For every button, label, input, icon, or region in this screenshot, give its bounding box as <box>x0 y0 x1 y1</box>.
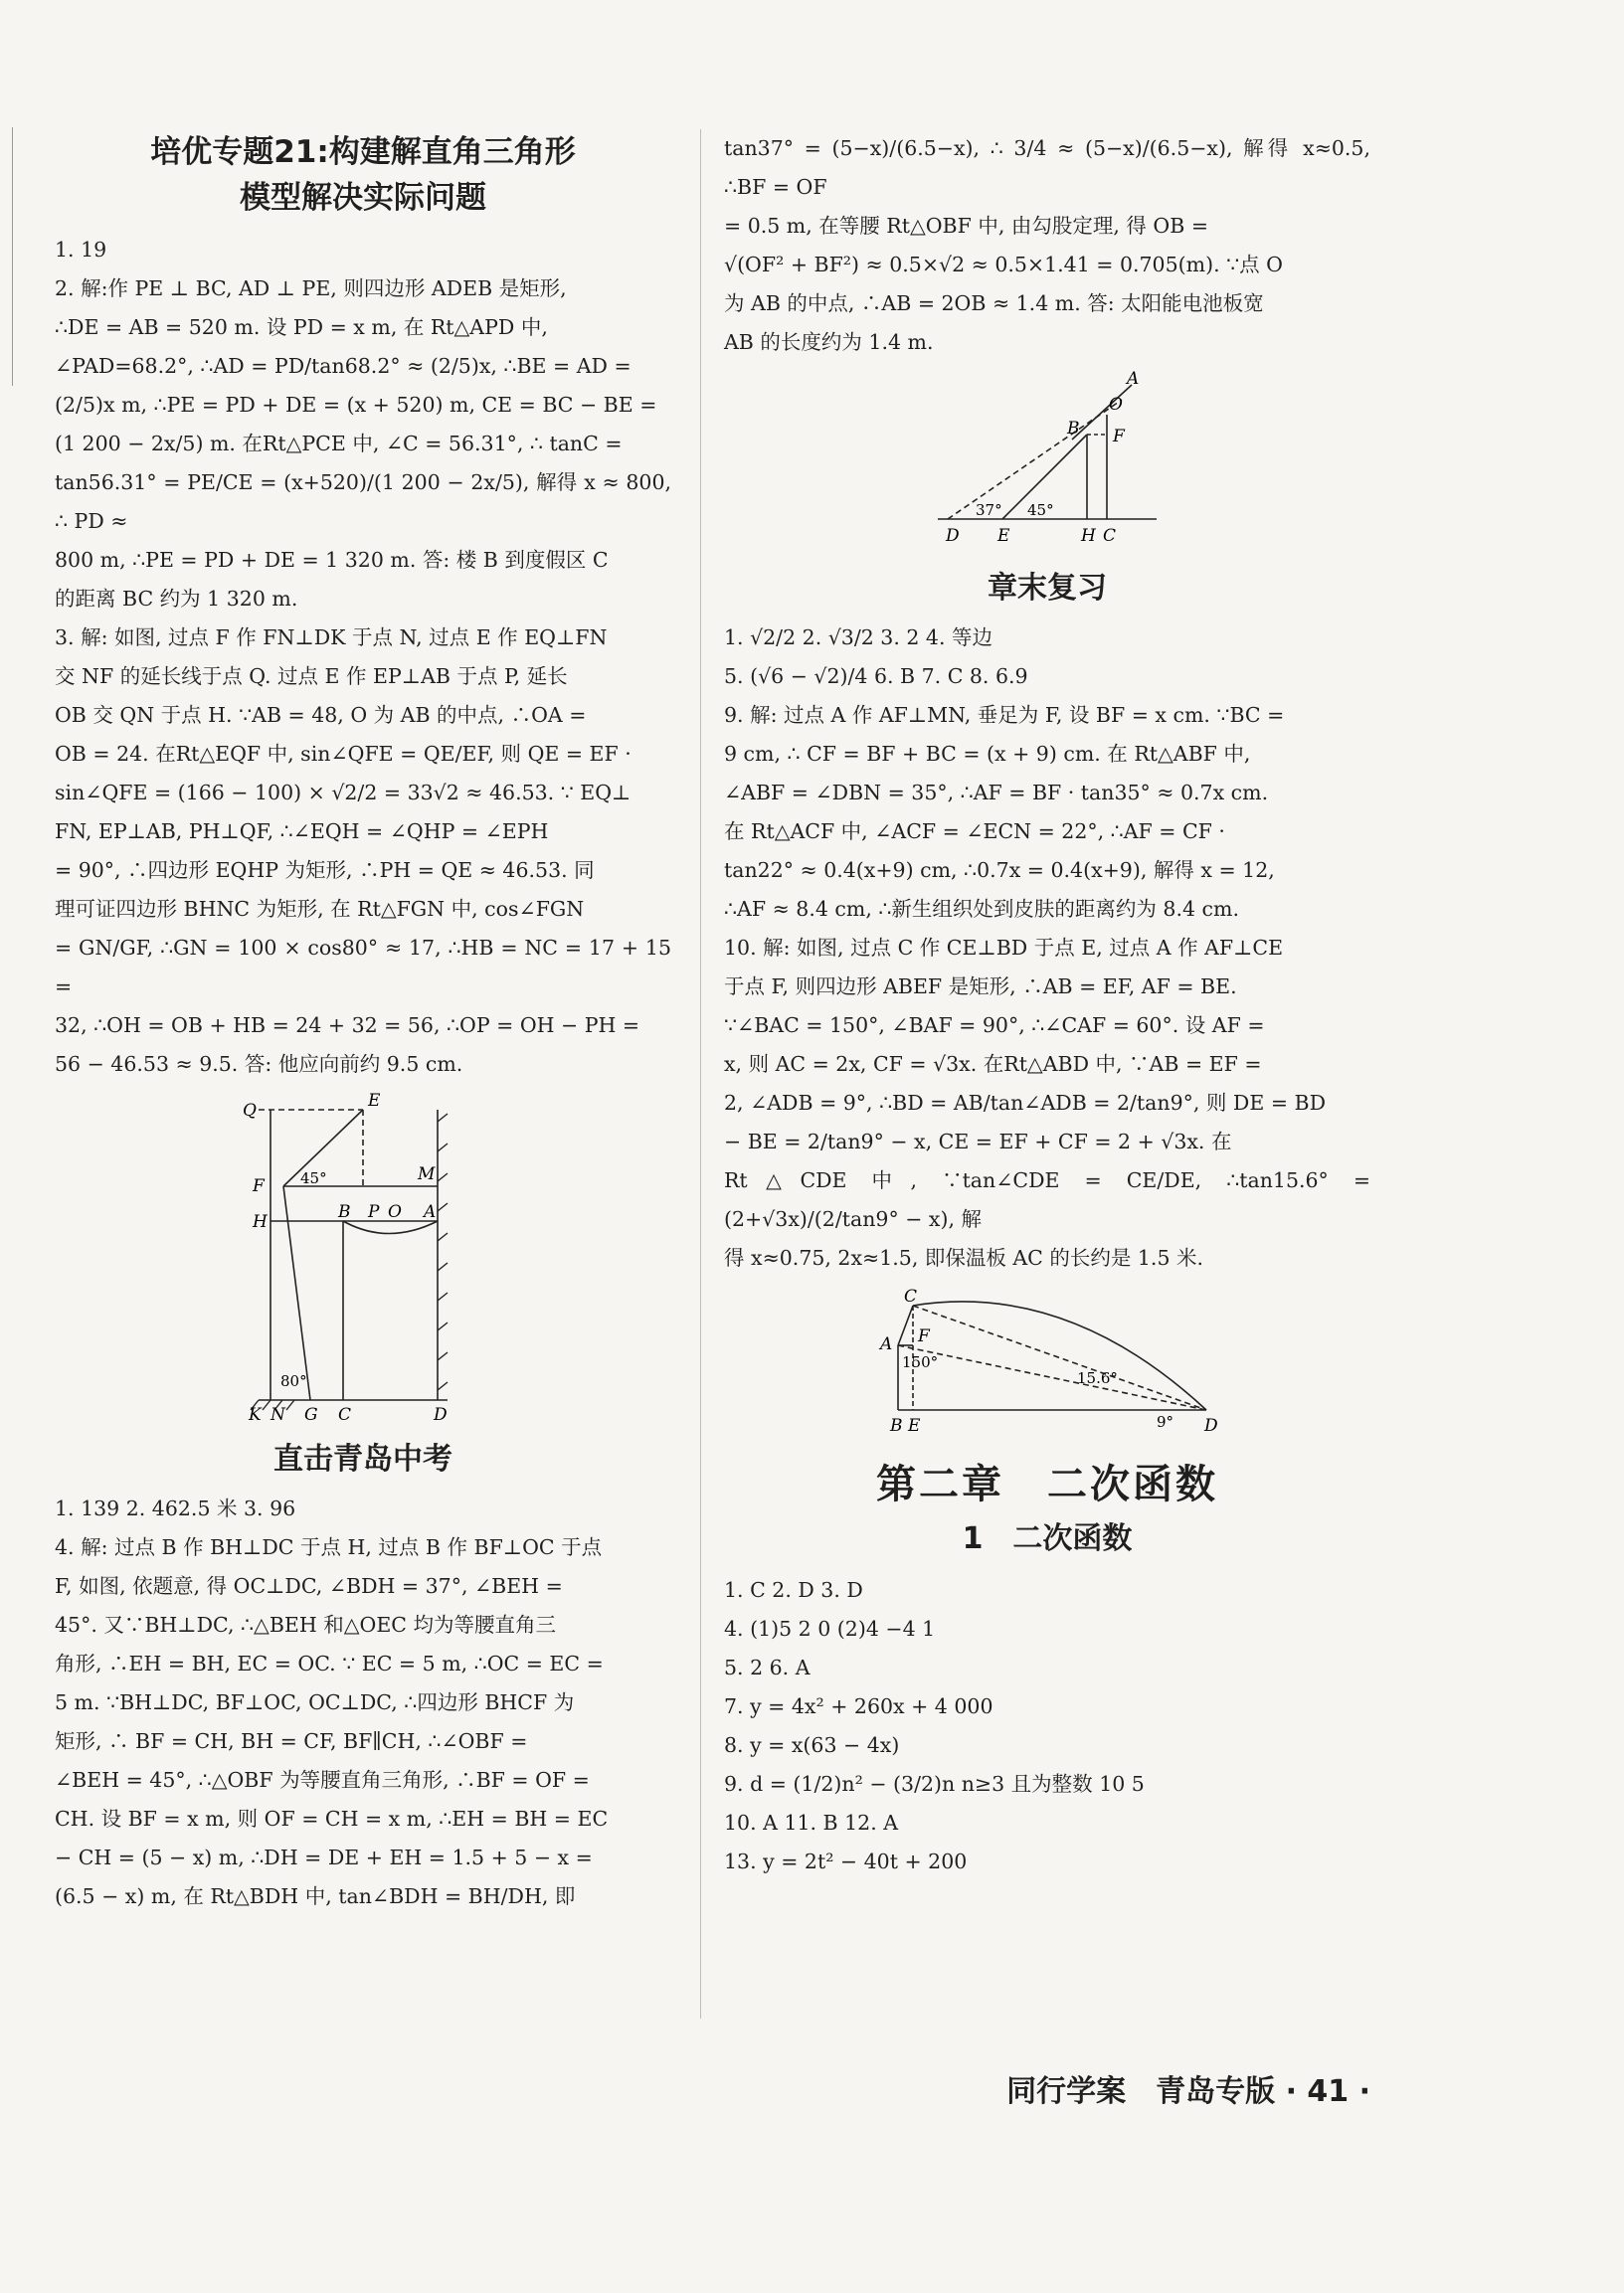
answer-line: 2. 解:作 PE ⊥ BC, AD ⊥ PE, 则四边形 ADEB 是矩形, <box>55 276 567 300</box>
fig1-label: K <box>249 1405 262 1420</box>
answer-line: CH. 设 BF = x m, 则 OF = CH = x m, ∴EH = BH = EC <box>55 1807 609 1831</box>
chapter-title: 第二章 二次函数 <box>876 1462 1218 1507</box>
fig3-label: F <box>918 1326 930 1346</box>
fig2-label: 45° <box>1027 501 1054 519</box>
answer-line: 5 m. ∵BH⊥DC, BF⊥OC, OC⊥DC, ∴四边形 BHCF 为 <box>55 1690 575 1714</box>
answer-line: 4. 解: 过点 B 作 BH⊥DC 于点 H, 过点 B 作 BF⊥OC 于点 <box>55 1535 603 1559</box>
answer-line: OB 交 QN 于点 H. ∵AB = 48, O 为 AB 的中点, ∴OA = <box>55 703 587 727</box>
answer-line: 1. 139 2. 462.5 米 3. 96 <box>55 1497 296 1520</box>
answer-line: 5. 2 6. A <box>724 1656 811 1679</box>
fig1-label: 45° <box>300 1169 327 1187</box>
answer-line: ∠PAD=68.2°, ∴AD = PD/tan68.2° ≈ (2/5)x, ∴BE = AD = <box>55 354 632 378</box>
answer-line: (2/5)x m, ∴PE = PD + DE = (x + 520) m, CE = BC − BE = <box>55 393 657 417</box>
fig1-label: E <box>368 1092 381 1111</box>
fig1-label: F <box>253 1176 265 1196</box>
answer-line: √(OF² + BF²) ≈ 0.5×√2 ≈ 0.5×1.41 = 0.705(m). ∵点 O <box>724 253 1283 276</box>
figure-heat-board <box>868 1286 1226 1435</box>
answer-line: ∴DE = AB = 520 m. 设 PD = x m, 在 Rt△APD 中, <box>55 315 548 339</box>
answer-line: = GN/GF, ∴GN = 100 × cos80° ≈ 17, ∴HB = NC = 17 + 15 = <box>55 936 671 998</box>
right-column <box>724 129 1370 1881</box>
answer-line: AB 的长度约为 1.4 m. <box>724 330 934 354</box>
answer-line: ∠BEH = 45°, ∴△OBF 为等腰直角三角形, ∴BF = OF = <box>55 1768 590 1792</box>
column-divider <box>700 129 701 2019</box>
answer-line: − BE = 2/tan9° − x, CE = EF + CF = 2 + √3x. 在 <box>724 1130 1232 1153</box>
fig3-label: 150° <box>902 1353 939 1371</box>
answer-line: tan37° = (5−x)/(6.5−x), ∴ 3/4 ≈ (5−x)/(6.5−x), 解得 x≈0.5, ∴BF = OF <box>724 136 1370 199</box>
subsection-title: 章末复习 <box>988 571 1107 606</box>
fig3-label: B <box>890 1416 903 1435</box>
lesson-title: 1 二次函数 <box>962 1521 1133 1556</box>
fig1-label: C <box>338 1405 352 1420</box>
figure-problem-3 <box>239 1092 487 1420</box>
answer-line: 45°. 又∵BH⊥DC, ∴△BEH 和△OEC 均为等腰直角三 <box>55 1613 556 1637</box>
section-title: 培优专题21:构建解直角三角形 模型解决实际问题 <box>150 134 576 216</box>
answer-line: 4. (1)5 2 0 (2)4 −4 1 <box>724 1617 936 1641</box>
fig1-label: 80° <box>280 1372 307 1390</box>
fig2-label: F <box>1113 427 1125 446</box>
margin-line <box>12 127 13 386</box>
answer-line: 在 Rt△ACF 中, ∠ACF = ∠ECN = 22°, ∴AF = CF · <box>724 819 1225 843</box>
answer-line: = 0.5 m, 在等腰 Rt△OBF 中, 由勾股定理, 得 OB = <box>724 214 1208 238</box>
answer-line: = 90°, ∴四边形 EQHP 为矩形, ∴PH = QE ≈ 46.53. 同 <box>55 858 595 882</box>
answer-line: 于点 F, 则四边形 ABEF 是矩形, ∴AB = EF, AF = BE. <box>724 974 1237 998</box>
answer-line: 8. y = x(63 − 4x) <box>724 1733 900 1757</box>
subsection-title: 直击青岛中考 <box>273 1442 452 1477</box>
answer-line: 矩形, ∴ BF = CH, BH = CF, BF∥CH, ∴∠OBF = <box>55 1729 528 1753</box>
fig2-label: A <box>1127 370 1140 389</box>
answer-line: 9 cm, ∴ CF = BF + BC = (x + 9) cm. 在 Rt△ABF 中, <box>724 742 1251 766</box>
answer-line: 10. A 11. B 12. A <box>724 1811 899 1835</box>
left-column <box>55 129 671 1916</box>
fig1-label: P <box>368 1202 380 1222</box>
answer-line: 1. √2/2 2. √3/2 3. 2 4. 等边 <box>724 625 993 649</box>
answer-line: 角形, ∴EH = BH, EC = OC. ∵ EC = 5 m, ∴OC = EC = <box>55 1652 604 1676</box>
answer-line: tan56.31° = PE/CE = (x+520)/(1 200 − 2x/5), 解得 x ≈ 800, ∴ PD ≈ <box>55 470 671 533</box>
answer-line: ∵∠BAC = 150°, ∠BAF = 90°, ∴∠CAF = 60°. 设 AF = <box>724 1013 1265 1037</box>
fig3-label: 15.6° <box>1077 1369 1118 1387</box>
answer-line: 13. y = 2t² − 40t + 200 <box>724 1850 968 1873</box>
answer-line: (1 200 − 2x/5) m. 在Rt△PCE 中, ∠C = 56.31°, ∴ tanC = <box>55 432 623 455</box>
fig1-label: A <box>424 1202 437 1222</box>
fig3-label: E <box>908 1416 921 1435</box>
fig3-label: C <box>904 1287 918 1307</box>
answer-line: 56 − 46.53 ≈ 9.5. 答: 他应向前约 9.5 cm. <box>55 1052 463 1076</box>
answer-line: − CH = (5 − x) m, ∴DH = DE + EH = 1.5 + 5 − x = <box>55 1846 593 1869</box>
answer-line: 为 AB 的中点, ∴AB = 2OB ≈ 1.4 m. 答: 太阳能电池板宽 <box>724 291 1264 315</box>
answer-line: OB = 24. 在Rt△EQF 中, sin∠QFE = QE/EF, 则 QE = EF · <box>55 742 632 766</box>
answer-line: tan22° ≈ 0.4(x+9) cm, ∴0.7x = 0.4(x+9), 解得 x = 12, <box>724 858 1275 882</box>
fig3-label: 9° <box>1157 1413 1174 1431</box>
answer-line: 交 NF 的延长线于点 Q. 过点 E 作 EP⊥AB 于点 P, 延长 <box>55 664 568 688</box>
fig1-label: Q <box>243 1101 257 1121</box>
answer-line: x, 则 AC = 2x, CF = √3x. 在Rt△ABD 中, ∵AB = EF = <box>724 1052 1262 1076</box>
answer-line: 7. y = 4x² + 260x + 4 000 <box>724 1694 993 1718</box>
fig1-label: M <box>418 1164 436 1184</box>
fig3-label: D <box>1204 1416 1218 1435</box>
answer-line: 9. 解: 过点 A 作 AF⊥MN, 垂足为 F, 设 BF = x cm. ∵BC = <box>724 703 1285 727</box>
answer-line: 2, ∠ADB = 9°, ∴BD = AB/tan∠ADB = 2/tan9°, 则 DE = BD <box>724 1091 1327 1115</box>
answer-line: 32, ∴OH = OB + HB = 24 + 32 = 56, ∴OP = OH − PH = <box>55 1013 640 1037</box>
answer-line: ∴AF ≈ 8.4 cm, ∴新生组织处到皮肤的距离约为 8.4 cm. <box>724 897 1239 921</box>
answer-line: 得 x≈0.75, 2x≈1.5, 即保温板 AC 的长约是 1.5 米. <box>724 1246 1204 1270</box>
fig1-label: D <box>434 1405 448 1420</box>
answer-line: 10. 解: 如图, 过点 C 作 CE⊥BD 于点 E, 过点 A 作 AF⊥CE <box>724 936 1284 960</box>
answer-line: 的距离 BC 约为 1 320 m. <box>55 587 298 611</box>
answer-line: F, 如图, 依题意, 得 OC⊥DC, ∠BDH = 37°, ∠BEH = <box>55 1574 563 1598</box>
answer-line: sin∠QFE = (166 − 100) × √2/2 = 33√2 ≈ 46.53. ∵ EQ⊥ <box>55 781 632 804</box>
fig1-label: N <box>271 1405 285 1420</box>
answer-line: FN, EP⊥AB, PH⊥QF, ∴∠EQH = ∠QHP = ∠EPH <box>55 819 549 843</box>
answer-line: ∠ABF = ∠DBN = 35°, ∴AF = BF · tan35° ≈ 0.7x cm. <box>724 781 1269 804</box>
fig2-label: E <box>997 526 1010 546</box>
answer-line: (6.5 − x) m, 在 Rt△BDH 中, tan∠BDH = BH/DH, 即 <box>55 1884 576 1908</box>
fig2-label: H <box>1081 526 1096 546</box>
fig3-label: A <box>880 1334 893 1354</box>
fig1-label: O <box>388 1202 402 1222</box>
fig1-label: H <box>253 1212 268 1232</box>
page-footer: 同行学案 青岛专版 · 41 · <box>1006 2074 1370 2109</box>
fig1-label: G <box>304 1405 318 1420</box>
figure-solar-panel <box>928 370 1167 549</box>
answer-line: 理可证四边形 BHNC 为矩形, 在 Rt△FGN 中, cos∠FGN <box>55 897 585 921</box>
fig1-label: B <box>338 1202 351 1222</box>
fig2-label: C <box>1103 526 1117 546</box>
fig2-label: 37° <box>976 501 1002 519</box>
answer-line: 1. C 2. D 3. D <box>724 1578 863 1602</box>
fig2-label: B <box>1067 419 1080 439</box>
answer-line: 800 m, ∴PE = PD + DE = 1 320 m. 答: 楼 B 到度假区 C <box>55 548 609 572</box>
fig2-label: D <box>946 526 960 546</box>
answer-line: 5. (√6 − √2)/4 6. B 7. C 8. 6.9 <box>724 664 1028 688</box>
answer-line: Rt△CDE 中, ∵tan∠CDE = CE/DE, ∴tan15.6° = (2+√3x)/(2/tan9° − x), 解 <box>724 1168 1370 1231</box>
answer-line: 9. d = (1/2)n² − (3/2)n n≥3 且为整数 10 5 <box>724 1772 1145 1796</box>
fig2-label: O <box>1109 395 1123 415</box>
answer-line: 3. 解: 如图, 过点 F 作 FN⊥DK 于点 N, 过点 E 作 EQ⊥FN <box>55 625 608 649</box>
answer-line: 1. 19 <box>55 238 107 262</box>
